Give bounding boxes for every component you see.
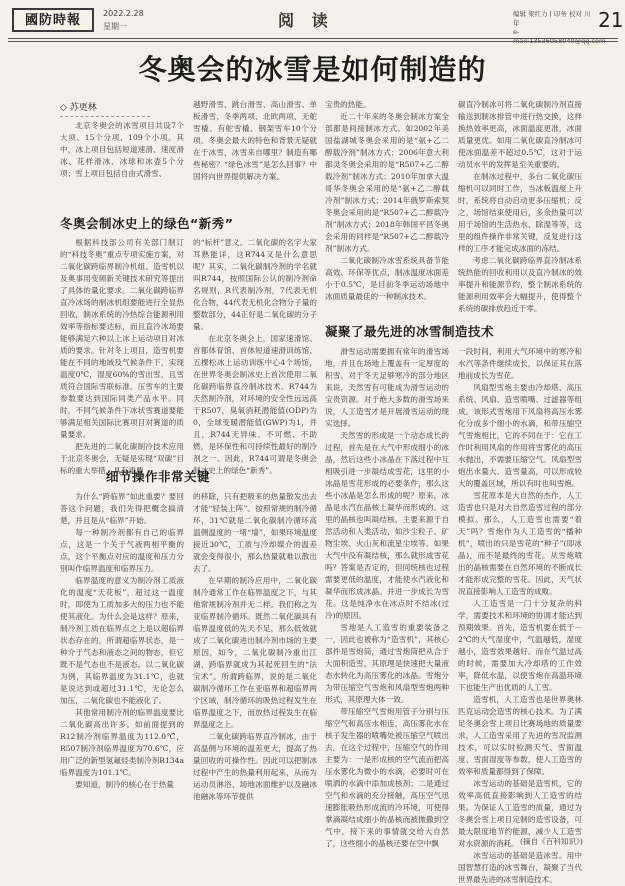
credits-line: 编辑 梁红力 | 印务 校对 川年 (513, 10, 591, 27)
paragraph: 其他常用制冷剂的临界温度要比二氧化碳高出许多。如前面提到的R12制冷剂临界温度为112.0℃，R507制冷剂临界温度为70.6℃，应用广泛的新型氢氟烃类制冷剂R134a临界温度为101.1℃。 (60, 708, 184, 777)
paragraph: 风扇型雪炮主要由冷却塔、高压系统、风扇、造雪喷嘴、过滤器等组成，该形式雪炮用下风扇将高压水雾化分成多个细小的水滴，和带压缩空气雪炮相比，它的不同在于：它在工作时利用风扇的作用将雪雾化的高压水抛出，不需要压缩空气。风扇型雪炮出水量大、造雪量高，可以形成较大的覆盖区域，所以有时也叫雪炮。 (458, 383, 582, 488)
article-headline: 冬奥会的冰雪是如何制造的 (138, 53, 487, 86)
paragraph: 在早期的制冷应用中，二氧化碳制冷通常工作在临界温度之下，与其他常规制冷剂并无二样。我们称之为亚临界制冷循环。既然二氧化碳具有临界温度低的先天不足，那么低效就成了二氧化碳进出制冷剂市场的主要原因，如今，二氧化碳制冷重出江湖，跨临界就成为其起死回生的“法宝术”。所谓跨临界，说的是二氧化碳制冷循环工作在亚临界和超临界两个区域，制冷循环的吸热过程发生在临界温度之下，而放热过程发生在临界温度之上。 (193, 576, 317, 729)
paragraph: 要知道，制冷的核心在于热量 (75, 780, 174, 789)
paragraph: 造雪机，人工造雪也是世界奥林匹克运动会造雪的核心技术。为了满足冬奥会雪上项目比赛场地的质量要求，人工造雪采用了先进的雪况监测技术，可以实时检测天气、雪面温度、雪面湿度等参数，使人工造雪的效率和质量都得到了保障。 (458, 695, 582, 776)
paragraph: 的“标杆”意义。二氧化碳的名字大家耳熟能详，这R744又是什么意思呢？其实，二氧化碳制冷剂的学名就叫R744，按照国际公认的制冷剂命名规则，R代表制冷剂，7代表无机化合物，44代表无机化合物分子量的整数部分，44正好是二氧化碳的分子量。 (193, 238, 317, 331)
paragraph: 二氧化碳跨临界直冷制冰，由于高温侧与环境的温差更大，提高了热量回收的可操作性。因此可以把制冰过程中产生的热量利用起来，从而为运动员淋浴、场地冰面维护以及融冰池融冰等环节提供 (193, 732, 317, 801)
paragraph: 每一种制冷剂都有自己的临界点，这是一个关于气液两相平衡的点，这个平衡点对应的温度和压力分别叫作临界温度和临界压力。 (60, 528, 184, 573)
paragraph: 滑雪运动需要拥有常年的滑雪场地，并且在场地上覆盖有一定厚度的积雪。对于冬天足够寒冷的部分地区来说，天然雪有可能成为滑雪运动的宝贵资源。对于绝大多数的滑雪场来说，人工造雪才是开展滑雪运动的现实选择。 (325, 347, 449, 428)
newspaper-logo: 國防時報 (12, 8, 94, 32)
paragraph: 在北京冬奥会上，国家速滑馆、首都体育馆、首体短道速滑训练馆、五棵松冰上运动训练中心4个场馆，在世界冬奥会制冰史上首次使用二氧化碳跨临界直冷制冰技术。R744为天然制冷剂，对环境的安全性远远高于R507，臭氧消耗潜能值(ODP)为0，全球变暖潜能值(GWP)为1，并且，R744无异味、不可燃、不助燃，是环保性和可持续性最好的制冷剂之一。因此，R744可谓是冬奥会制冰史上的绿色“新秀”。 (193, 334, 317, 475)
article-author: ◇ 苏更林 (60, 103, 97, 113)
subhead-fine-operation: 细节操作非常关键 (106, 469, 211, 484)
paragraph: 雪地是人工造雪的重要装备之一，因此也被称为“造雪机”，其核心部件是雪炮筒，通过雪炮筒把从合于大面积造雪，其原理是快速把大量液态水转化为高压雾化的冰晶。雪炮分为带压缩空气雪炮和风扇型雪炮两种形式，其原理大体一致。 (325, 623, 449, 704)
paragraph: 冰雪运动的基础是造冰雪。用中国智慧打造的冰雪舞台，凝聚了当代世界最先进的冰雪制造技术。 (458, 851, 582, 884)
paragraph: 一段时间，利用大气环境中的寒冷和水汽等条件继续成长，以保证其在落地前成长为雪花。 (458, 347, 582, 380)
page-number: 21 (598, 8, 624, 32)
column-2-green (193, 237, 317, 475)
issue-date: 2022.2.28 (103, 9, 144, 18)
paragraph: 把先进的二氧化碳制冷技术应用于北京冬奥会，无疑是实现“双碳”目标的重大举措，具有重要 (60, 442, 184, 475)
paragraph: 根据科技部公司有关部门制订的“科技冬奥”重点专项实施方案，对二氧化碳跨临界制冷机组、造雪机以及奥事用变频新关键技术研究等提出了具体的量化要求。二氧化碳跨临界直冷冰场的制冰机组要能进行全显热回收，制冰系统的冷热综合能源利用效率等指标要达标，而且直冷冰场要能够满足六种以上冰上运动项目对冰质的要求。针对冬上项目，造雪机要能在不同的地域及气候条件下，实现温度0℃，湿度60%的雪出雪，且雪质符合国际雪联标准。压雪车的主要参数要达到国际同类产品水平。同时，不同气候条件下冰状雪赛道要能够满足相关国际比赛项目对赛道的质量要求。 (60, 238, 184, 439)
paragraph: 人工造雪是一门十分复杂的科学，需要技术和环境的协调才能达到预期效果。首先，造雪机要在低于－2℃的大气湿度中，气温越低，湿度越小，造雪效果越好。而在气温过高的时候，需要加大冷却塔的工作效率，降低水温，以使雪炮在高温环境下也能生产出优质的人工雪。 (458, 599, 582, 692)
paragraph: 天然雪的形成是一个动态成长的过程，首先是在大气中形成细小的冰晶，然后这些小冰晶在下落过程中互相吸引进一步凝结成雪花，这里的小冰晶是雪花形成的必要条件，那么这些小冰晶是怎么形成的呢？原来，冰晶是水汽在晶核上凝华而形成的。这里的晶核也叫凝结核，主要来源于自然活动和人类活动，如沙尘粒子、矿物尘埃、火山灰和流星尘埃等。如果大气中没有凝结核，那么就形成雪花吗？答案是否定的，但同统核也过程需要更低的温度，才能使水汽液化和凝华而形成冰晶。并进一步成长为雪花。这是纯净水在冰点时不结冰(过冷)的原因。 (325, 431, 449, 620)
section-title: 阅 读 (278, 11, 334, 30)
paragraph: 在制冰过程中，多台二氧化碳压缩机可以同时工作，当冰板温度上升时，系统将自动启动更多压缩机；反之，场馆结束使用后，多余热量可以用于场馆的生活热水、除湿等等，这里的组件操作非常关键，反复进行这样的工序才能完成冰面的冻结。 (458, 172, 582, 253)
subhead-green-newcomer: 冬奥会制冰史上的绿色“新秀” (60, 216, 234, 231)
paragraph: 二氧化碳制冷冰雪系统具备节能高效、环保等优点，制冰温度冰面差小于0.5℃，是目前冬季运动场地中冰面质量最佳的一种制冰技术。 (325, 256, 449, 301)
source-note: (摘自《百科知识》) (520, 837, 583, 846)
paragraph: 带压缩空气雪炮用管子分别与压缩空气和高压水相连，高压雾化水在核子发生器的喷嘴处被压缩空气喷出去，在这个过程中，压缩空气的作用主要为：一是形成核的空气流而把高压水雾化为微小的水滴，必要时可在喷洒的水滴中添加成核剂；二是通过空气和水滴的充分接触，高压空气迅速膨胀吸热形成流的冷环境，可使得掌滴凝结成细小的晶核而被抛撒到空气中，接下来的事情就交给大自然了，这些细小的晶核还要在空中飘 (325, 707, 449, 848)
column-1-fine (60, 491, 184, 857)
subhead-snow-technology: 凝聚了最先进的冰雪制造技术 (325, 324, 495, 339)
column-1-intro (60, 120, 184, 206)
masthead (8, 6, 624, 45)
paragraph: 越野滑雪、跳台滑雪、高山滑雪、单板滑雪、冬季两项、北欧两项、无舵雪橇、有舵雪橇、钢架雪车10个分项。冬奥会最大的特色和背景无疑就在于冰雪，冰雪来自哪里？制造有哪些秘密？“绿色冰雪”是怎么回事？中国将向世界提供解决方案。 (193, 100, 317, 181)
column-3-snow (325, 346, 449, 846)
paragraph: 雪花原本是大自然的杰作，人工造雪也只是对大自然造雪过程的部分模拟。那么，人工造雪也需要“着天”吗？雪炮作为人工造雪的“播种机”，喷出的只是雪花的“种子”(即冰晶)，而不是最终的雪花。从雪炮喷出的晶核需要在自然环境的不断成长才能形成完整的雪花。因此，天气状况直接影响人工造雪的成败。 (458, 491, 582, 596)
column-3-intro (325, 99, 449, 309)
header-rule (8, 38, 618, 39)
column-2-intro (193, 99, 317, 207)
author-underline (60, 116, 150, 117)
paragraph: 碳直冷制冰可将二氧化碳制冷剂直接输送到制冰排管中进行热交换，这样换热效率更高，冰面温度更准，冰面质量更优。如用二氧化碳直冷制冰可使冰面温差不超过0.5℃，这对于运动员水平的发挥是至关重要的。 (458, 100, 582, 169)
column-2-fine (193, 491, 317, 857)
paragraph: 宝贵的热能。 (325, 100, 371, 109)
paragraph: 为什么“跨临界”如此重要？要回答这个问题，我们先得把概念搞清楚，并且是从“临界”开始。 (60, 492, 184, 525)
column-1-green (60, 237, 184, 475)
paragraph: 冰雪运动的基础是造雪机，它的效率高低直接影响到人工造雪的结果。为保证人工造雪的质量，通过为冬奥会雪上项目定制的造雪设备，可最大限度地节约能源，减少人工造雪对水资源的消耗。 (458, 779, 582, 848)
paragraph: 近二十年来的冬奥会制冰方案全部都是间接制冰方式。如2002年美国盐湖城冬奥会采用的是“氨+乙二醇载冷剂”制冰方式；2006年意大利都灵冬奥会采用的是“R507+乙二醇载冷剂”制冰方式；2010年加拿大温哥华冬奥会采用的是“氨+乙二醇载冷剂”制冰方式；2014年俄罗斯索契冬奥会采用的是“R507+乙二醇载冷剂”制冰方式；2018年韩国平昌冬奥会采用的同样是“R507+乙二醇载冷剂”制冰方式。 (325, 112, 449, 253)
credits-email: e-mail:13536058040@qq.com (513, 28, 606, 45)
paragraph: 的移除，只有把吸来的热量散发出去才能“轻装上阵”。按照常规的制冷循环，31℃就是二氧化碳制冷循环高温侧温度的一堵“墙”，如果环境温度接近30℃，工质与冷却媒介的温差就会变得很小，那么热量就难以散出去了。 (193, 492, 317, 573)
header-rule-thin (8, 41, 618, 42)
paragraph: 考虑二氧化碳跨临界直冷制冰系统热能的回收利用以及直冷制冰的效率提升和能源节约，整个制冰系统的能源利用效率会大幅提升，使得整个系统的碳排放趋近于零。 (458, 256, 582, 313)
column-4-intro (458, 99, 582, 313)
paragraph: 北京冬奥会的冰雪项目共设7个大项、15个分项、109个小项。其中，冰上项目包括短道速滑、速度滑冰、花样滑冰、冰球和冰壶5个分项；雪上项目包括自由式滑雪、 (60, 121, 184, 178)
issue-weekday: 星期一 (103, 22, 127, 31)
paragraph: 临界温度的意义为制冷剂工质液化的温度“天花板”，超过这一温度时，即使为工质加多大的压力也不能使其液化。为什么会是这样？原来，制冷剂工质在临界点之上是以超临界状态存在的，所谓超临界状态，是一种介于气态和液态之间的物态，但它既不是气态也不是液态。以二氧化碳为例，其临界温度为31.1℃，也就是说达到或超过31.1℃，无论怎么加压，二氧化碳也不能液化了。 (60, 576, 184, 705)
